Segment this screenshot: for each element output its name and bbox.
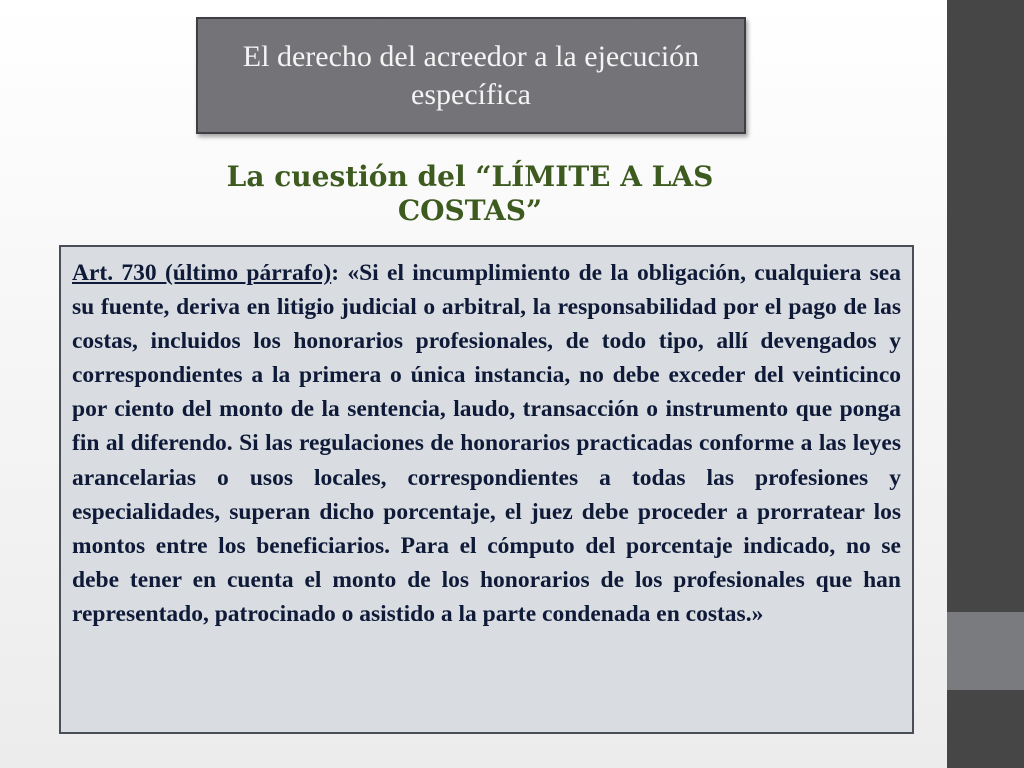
article-text (72, 256, 901, 631)
title-box (196, 17, 746, 134)
article-box (59, 245, 914, 734)
side-decoration-accent (947, 612, 1024, 690)
slide-title: El derecho del acreedor a la ejecución específica (242, 39, 700, 111)
article-reference: Art. 730 (último párrafo) (72, 260, 332, 286)
slide-subtitle: La cuestión del “LÍMITE A LAS COSTAS” (226, 160, 714, 227)
article-separator: : (331, 260, 348, 286)
article-body: «Si el incumplimiento de la obligación, cualquiera sea su fuente, deriva en litigio judicial o arbitral, la responsabilidad por el pago de las costas, incluidos los honorarios profesionales, de todo tipo, allí devengados y correspondientes a la primera o única instancia, no debe exceder del veinticinco por ciento del monto de la sentencia, laudo, transacción o instrumento que ponga fin al diferendo. Si las regulaciones de honorarios practicadas conforme a las leyes arancelarias o usos locales, correspondientes a todas las profesiones y especialidades, superan dicho porcentaje, el juez debe proceder a prorratear los montos entre los beneficiarios. Para el cómputo del porcentaje indicado, no se debe tener en cuenta el monto de los honorarios de los profesionales que han representado, patrocinado o asistido a la parte condenada en costas.» (72, 260, 901, 627)
